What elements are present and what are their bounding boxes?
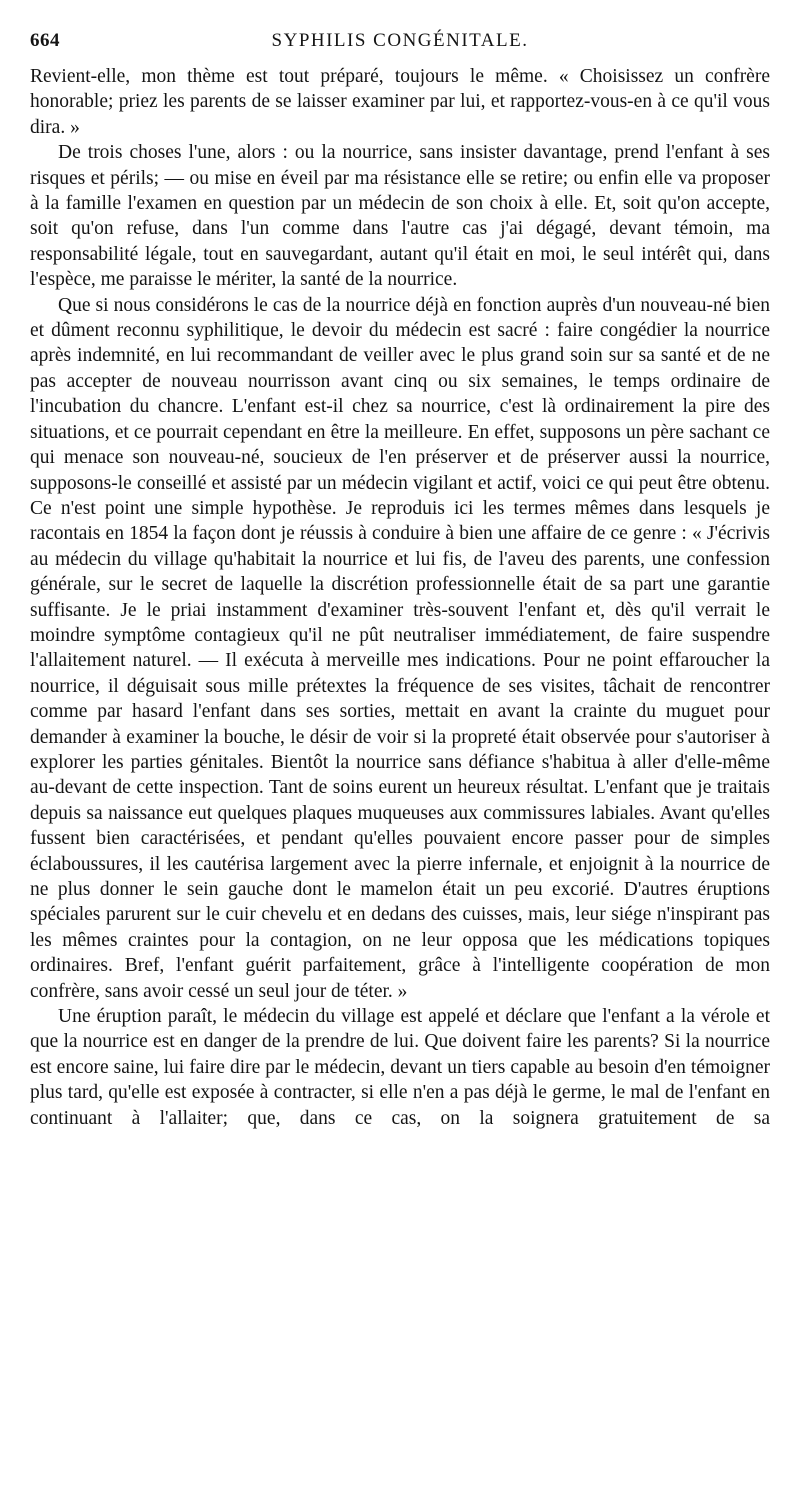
- body-text: [30, 64, 770, 1131]
- paragraph-4: Une éruption paraît, le médecin du village est appelé et déclare que l'enfant a la vérole et que la nourrice est en danger de la prendre de lui. Que doivent faire les parents? Si la nourrice est encore saine, lui faire dire par le médecin, devant un tiers capable au besoin d'en témoigner plus tard, qu'elle est exposée à contracter, si elle n'en a pas déjà le germe, le mal de l'enfant en continuant à l'allaiter; que, dans ce cas, on la soignera gratuitement de sa: [30, 1006, 770, 1129]
- paragraph-1: Revient-elle, mon thème est tout préparé, toujours le même. « Choisissez un confrère honorable; priez les parents de se laisser examiner par lui, et rapportez-vous-en à ce qu'il vous dira. »: [30, 66, 770, 138]
- paragraph-3: Que si nous considérons le cas de la nourrice déjà en fonction auprès d'un nouveau-né bien et dûment reconnu syphilitique, le devoir du médecin est sacré : faire congédier la nourrice après indemnité, en lui recommandant de veiller avec le plus grand soin sur sa santé et de ne pas accepter de nouveau nourrisson avant cinq ou six semaines, le temps ordinaire de l'incubation du chancre. L'enfant est-il chez sa nourrice, c'est là ordinairement la pire des situations, et ce pourrait cependant en être la meilleure. En effet, supposons un père sachant ce qui menace son nouveau-né, soucieux de l'en préserver et de préserver aussi la nourrice, supposons-le conseillé et assisté par un médecin vigilant et actif, voici ce qui peut être obtenu. Ce n'est point une simple hypothèse. Je reproduis ici les termes mêmes dans lesquels je racontais en 1854 la façon dont je réussis à conduire à bien une affaire de ce genre : « J'écrivis au médecin du village qu'habitait la nourrice et lui fis, de l'aveu des parents, une confession générale, sur le secret de laquelle la discrétion professionnelle était de sa part une garantie suffisante. Je le priai instamment d'examiner très-souvent l'enfant et, dès qu'il verrait le moindre symptôme contagieux qu'il ne pût neutraliser immédiatement, de faire suspendre l'allaitement naturel. — Il exécuta à merveille mes indications. Pour ne point effaroucher la nourrice, il déguisait sous mille prétextes la fréquence de ses visites, tâchait de rencontrer comme par hasard l'enfant dans ses sorties, mettait en avant la crainte du muguet pour demander à examiner la bouche, le désir de voir si la propreté était observée pour s'autoriser à explorer les parties génitales. Bientôt la nourrice sans défiance s'habitua à aller d'elle-même au-devant de cette inspection. Tant de soins eurent un heureux résultat. L'enfant que je traitais depuis sa naissance eut quelques plaques muqueuses aux commissures labiales. Avant qu'elles fussent bien caractérisées, et pendant qu'elles pouvaient encore passer pour de simples éclaboussures, il les cautérisa largement avec la pierre infernale, et enjoignit à la nourrice de ne plus donner le sein gauche dont le mamelon était un peu excorié. D'autres éruptions spéciales parurent sur le cuir chevelu et en dedans des cuisses, mais, leur siége n'inspirant pas les mêmes craintes pour la contagion, on ne leur opposa que les médications topiques ordinaires. Bref, l'enfant guérit parfaitement, grâce à l'intelligente coopération de mon confrère, sans avoir cessé un seul jour de téter. »: [30, 294, 770, 1002]
- paragraph-2: De trois choses l'une, alors : ou la nourrice, sans insister davantage, prend l'enfant à ses risques et périls; — ou mise en éveil par ma résistance elle se retire; ou enfin elle va proposer à la famille l'examen en question par un médecin de son choix à elle. Et, soit qu'on accepte, soit qu'on refuse, dans l'un comme dans l'autre cas j'ai dégagé, devant témoin, ma responsabilité légale, tout en sauvegardant, autant qu'il était en moi, le seul intérêt qui, dans l'espèce, me paraisse le mériter, la santé de la nourrice.: [30, 142, 770, 291]
- page-number: 664: [30, 30, 60, 51]
- running-title: SYPHILIS CONGÉNITALE.: [271, 30, 529, 51]
- running-head: [30, 30, 770, 60]
